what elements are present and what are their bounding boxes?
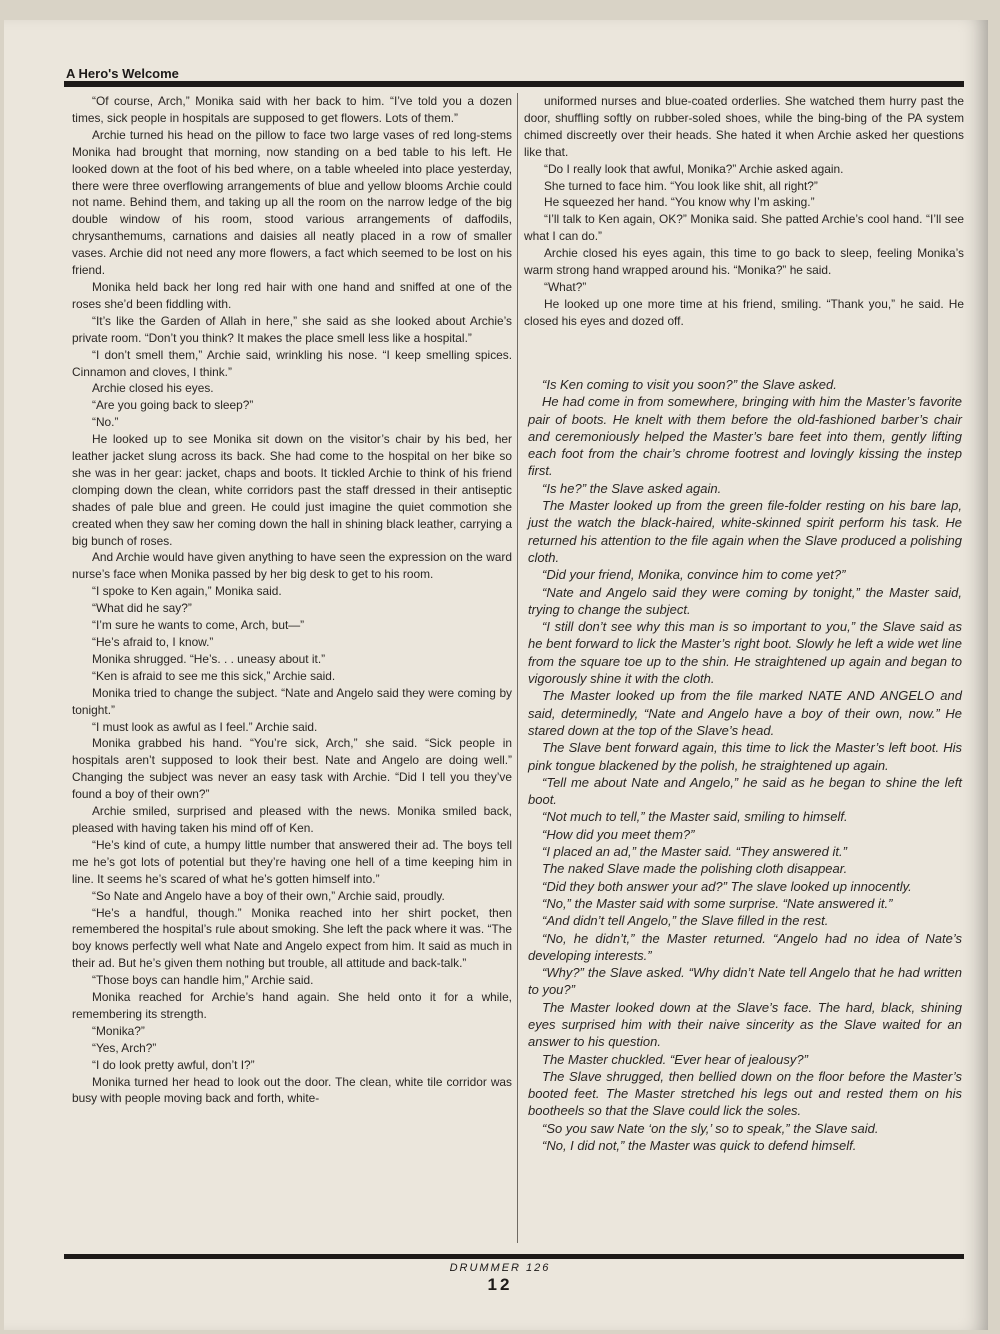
paragraph: “What?” — [544, 279, 587, 294]
paragraph: “Not much to tell,” the Master said, smiling to himself. — [542, 809, 848, 825]
paragraph: “He’s kind of cute, a humpy little number that answered their ad. The boys tell me he’s got lots of potential but they’re having one hell of a time keeping him in line. It seems he’s scared of what he’s gotten himself into.” — [72, 837, 512, 886]
paragraph: “So Nate and Angelo have a boy of their own,” Archie said, proudly. — [92, 888, 445, 903]
paragraph: “Nate and Angelo said they were coming by tonight,” the Master said, trying to change the subject. — [528, 584, 962, 617]
paragraph: “I placed an ad,” the Master said. “They answered it.” — [542, 844, 847, 860]
column-divider — [517, 93, 518, 1243]
paragraph: Monika tried to change the subject. “Nate and Angelo said they were coming by tonight.” — [72, 685, 512, 717]
paragraph: “So you saw Nate ‘on the sly,’ so to speak,” the Slave said. — [542, 1120, 879, 1136]
magazine-issue: DRUMMER 126 — [449, 1262, 551, 1274]
paragraph: “And didn’t tell Angelo,” the Slave filled in the rest. — [542, 913, 829, 929]
paragraph: He squeezed her hand. “You know why I’m asking.” — [544, 195, 815, 210]
paragraph: He looked up to see Monika sit down on the visitor’s chair by his bed, her leather jacket slung across its back. She had come to the hospital on her bike so she was in her gear: jacket, chaps and boots. It tickled Archie to think of his friend clomping down the clean, white corridors past the staff dressed in their antiseptic shades of pale blue and green. He could just imagine the quiet commotion she created when they saw her coming down the hall in shining black leather, carrying a big bunch of roses. — [72, 432, 512, 548]
paragraph: Monika grabbed his hand. “You’re sick, Arch,” she said. “Sick people in hospitals aren’t supposed to look their best. Nate and Angelo are doing well.” Changing the subject was never an easy task with Archie. “Did I tell you they’ve found a boy of their own?” — [72, 736, 512, 802]
paragraph: “It’s like the Garden of Allah in here,” she said as she looked about Archie’s private room. “Don’t you think? It makes the place smell less like a hospital.” — [72, 313, 512, 345]
paragraph: The Master chuckled. “Ever hear of jealousy?” — [542, 1051, 808, 1067]
paragraph: He looked up one more time at his friend, smiling. “Thank you,” he said. He closed his eyes and dozed off. — [524, 296, 964, 328]
paragraph: “Yes, Arch?” — [92, 1040, 157, 1055]
paragraph: Monika shrugged. “He’s. . . uneasy about it.” — [92, 651, 326, 666]
paragraph: “What did he say?” — [92, 601, 192, 616]
paragraph: uniformed nurses and blue-coated orderlies. She watched them hurry past the door, shuffling softly on rubber-soled shoes, while the bing-bing of the PA system chimed discreetly over their heads. She hated it when Archie asked her questions like that. — [524, 94, 964, 159]
paragraph: “Did your friend, Monika, convince him to come yet?” — [542, 567, 846, 583]
paragraph: The naked Slave made the polishing cloth disappear. — [542, 861, 848, 877]
header-rule — [64, 81, 964, 87]
paragraph: “How did you meet them?” — [542, 826, 695, 842]
paragraph: “Do I really look that awful, Monika?” Archie asked again. — [544, 161, 844, 176]
paragraph: Monika turned her head to look out the door. The clean, white tile corridor was busy with people moving back and forth, white- — [72, 1074, 512, 1106]
paragraph: “Those boys can handle him,” Archie said. — [92, 973, 314, 988]
paragraph: He had come in from somewhere, bringing with him the Master’s favorite pair of boots. He knelt with them before the old-fashioned barber’s chair and ceremoniously helped the Master’s bare feet into them, gently lifting each foot from the chair’s chrome footrest and lovingly kissing the instep first. — [528, 394, 962, 479]
paragraph: “I spoke to Ken again,” Monika said. — [92, 584, 282, 599]
paragraph: Archie smiled, surprised and pleased with the news. Monika smiled back, pleased with having taken his mind off of Ken. — [72, 804, 512, 835]
paragraph: “No,” the Master said with some surprise. “Nate answered it.” — [542, 895, 893, 911]
paragraph: “I don’t smell them,” Archie said, wrinkling his nose. “I keep smelling spices. Cinnamon and cloves, I think.” — [72, 347, 512, 379]
footer-rule — [64, 1254, 964, 1259]
paragraph: The Slave bent forward again, this time to lick the Master’s left boot. His pink tongue blackened by the polish, he straightened up again. — [528, 740, 962, 773]
paragraph: “He’s afraid to, I know.” — [92, 635, 214, 649]
paragraph: “Ken is afraid to see me this sick,” Archie said. — [92, 668, 336, 683]
left-column — [72, 93, 512, 1107]
paragraph: Monika reached for Archie’s hand again. She held onto it for a while, remembering its strength. — [72, 990, 512, 1021]
paragraph: “Are you going back to sleep?” — [92, 398, 254, 413]
paragraph: “I’m sure he wants to come, Arch, but—” — [92, 618, 305, 633]
paragraph: “Is he?” the Slave asked again. — [542, 480, 722, 496]
paragraph: “I still don’t see why this man is so important to you,” the Slave said as he bent forward to lick the Master’s right boot. Slowly he left a wide wet line from the square toe up to the shin. He straightened up again and began to vigorously shine it with the cloth. — [528, 619, 962, 687]
paragraph: “He’s a handful, though.” Monika reached into her shirt pocket, then remembered the hospital’s rule about smoking. She left the pack where it was. “The boy knows perfectly well what Nate and Angelo expect from him. It said as much in their ad. But he’s given them nothing but trouble, all attitude and back-talk.” — [72, 905, 512, 971]
paragraph: The Slave shrugged, then bellied down on the floor before the Master’s booted feet. The Master stretched his legs out and rested them on his bootheels so that the Slave could lick the soles. — [528, 1068, 962, 1119]
paragraph: “Is Ken coming to visit you soon?” the Slave asked. — [542, 377, 837, 392]
paragraph: Archie turned his head on the pillow to face two large vases of red long-stems Monika had brought that morning, now standing on a bed table to his left. He looked down at the foot of his bed where, on a table wheeled into place yesterday, there were three overflowing arrangements of blue and yellow blooms Archie could not name. Behind them, and taking up all the room on the narrow ledge of the big double window of his room, stood various arrangements of daffodils, chrysanthemums, carnations and daisies all neatly placed in a row of smaller vases. Archie did not need any more flowers, a fact which seemed to be lost on his friend. — [72, 127, 512, 278]
paragraph: “No.” — [92, 415, 119, 430]
page-number: 12 — [487, 1275, 513, 1294]
paragraph: Monika held back her long red hair with one hand and sniffed at one of the roses she’d been fiddling with. — [72, 279, 512, 311]
paragraph: The Master looked up from the file marked NATE AND ANGELO and said, determinedly, “Nate and Angelo have a boy of their own, now.” He stared down at the top of the Slave’s head. — [528, 688, 962, 738]
paragraph: “Monika?” — [92, 1023, 145, 1038]
paragraph: And Archie would have given anything to have seen the expression on the ward nurse’s face when Monika passed by her big desk to get to his room. — [72, 550, 512, 582]
article-title: A Hero's Welcome — [66, 66, 179, 81]
italic-section — [528, 376, 962, 1154]
paragraph: “Why?” the Slave asked. “Why didn’t Nate tell Angelo that he had written to you?” — [528, 965, 962, 998]
paragraph: “I do look pretty awful, don’t I?” — [92, 1057, 255, 1072]
paragraph: Archie closed his eyes again, this time to go back to sleep, feeling Monika’s warm strong hand wrapped around his. “Monika?” he said. — [524, 246, 964, 278]
paragraph: Archie closed his eyes. — [92, 381, 214, 396]
paragraph: “No, I did not,” the Master was quick to defend himself. — [542, 1138, 857, 1154]
paragraph: She turned to face him. “You look like shit, all right?” — [544, 178, 818, 193]
paragraph: “Did they both answer your ad?” The slave looked up innocently. — [542, 878, 912, 894]
right-column — [524, 93, 964, 330]
paragraph: “Tell me about Nate and Angelo,” he said as he began to shine the left boot. — [528, 774, 962, 808]
paragraph: “I’ll talk to Ken again, OK?” Monika said. She patted Archie’s cool hand. “I’ll see what I can do.” — [524, 212, 964, 244]
paragraph: “No, he didn’t,” the Master returned. “Angelo had no idea of Nate’s developing interests.” — [528, 930, 962, 963]
paragraph: “Of course, Arch,” Monika said with her back to him. “I’ve told you a dozen times, sick people in hospitals are supposed to get flowers. Lots of them.” — [72, 94, 512, 125]
paragraph: The Master looked down at the Slave’s face. The hard, black, shining eyes surprised him with their naive sincerity as the Slave waited for an answer to his question. — [528, 999, 962, 1050]
paragraph: “I must look as awful as I feel.” Archie said. — [92, 719, 318, 734]
paragraph: The Master looked up from the green file-folder resting on his bare lap, just the watch the black-haired, white-skinned spirit perform his task. He returned his attention to the file again when the Slave produced a polishing cloth. — [528, 498, 962, 565]
